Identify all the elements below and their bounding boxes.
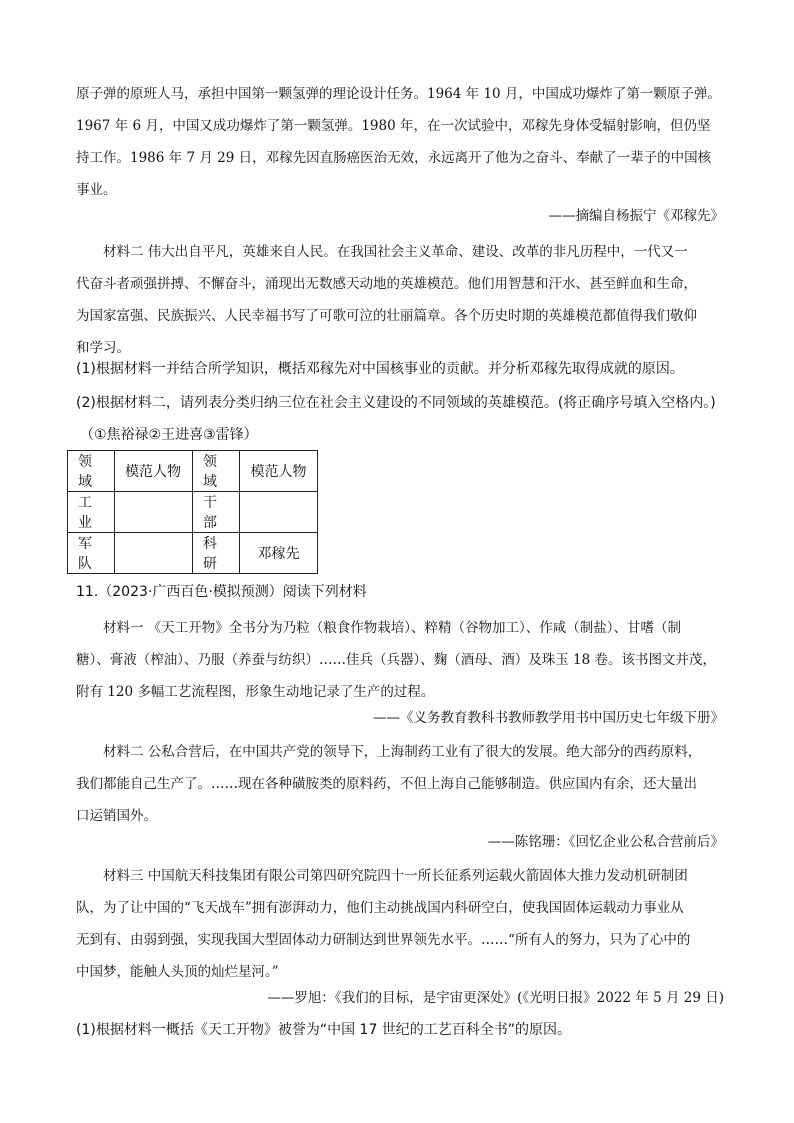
q11-material2-line-2: 我们都能自己生产了。……现在各种磺胺类的原料药，不但上海自己能够制造。供应国内有余，还大量出 xyxy=(76,776,697,792)
material1-line-3: 持工作。1986 年 7 月 29 日，邓稼先因直肠癌医治无效，永远离开了他为之奋斗、奉献了一辈子的中国核 xyxy=(76,150,712,166)
material2-line-3: 为国家富强、民族振兴、人民幸福书写了可歌可泣的壮丽篇章。各个历史时期的英雄模范都值得我们敬仰 xyxy=(76,308,697,324)
material1-line-1: 原子弹的原班人马，承担中国第一颗氢弹的理论设计任务。1964 年 10 月，中国成功爆炸了第一颗原子弹。 xyxy=(76,86,721,102)
q11-material3-line-2: 队，为了让中国的“飞天战车”拥有澎湃动力，他们主动挑战国内科研空白，使我国固体运载动力事业从 xyxy=(76,900,684,916)
q11-material2-line-3: 口运销国外。 xyxy=(76,808,157,824)
q11-material3-line-1: 材料三 中国航天科技集团有限公司第四研究院四十一所长征系列运载火箭固体大推力发动机研制团 xyxy=(103,868,688,884)
material2-line-2: 代奋斗者顽强拼搏、不懈奋斗，涌现出无数感天动地的英雄模范。他们用智慧和汗水、甚至鲜血和生命， xyxy=(76,276,697,292)
table-answer-cell[interactable] xyxy=(115,492,193,533)
table-header-cell: 领域 xyxy=(193,451,240,492)
material1-line-4: 事业。 xyxy=(76,182,117,198)
material1-source: ——摘编自杨振宁《邓稼先》 xyxy=(548,208,724,224)
q11-material2-line-1: 材料二 公私合营后，在中国共产党的领导下，上海制药工业有了很大的发展。绝大部分的西药原料， xyxy=(103,744,702,760)
table-header-cell: 模范人物 xyxy=(240,451,318,492)
q11-material1-line-2: 糖）、膏液（榨油）、乃服（养蚕与纺织）……佳兵（兵器）、麴（酒母、酒）及珠玉 18 卷。该书图文并茂， xyxy=(76,652,717,668)
table-cell: 科研 xyxy=(193,533,240,574)
q10-question-1: (1)根据材料一并结合所学知识，概括邓稼先对中国核事业的贡献。并分析邓稼先取得成就的原因。 xyxy=(76,361,684,377)
table-answer-cell[interactable] xyxy=(240,492,318,533)
q10-options: （①焦裕禄②王进喜③雷锋） xyxy=(80,427,258,443)
q11-material2-source: ——陈铭珊：《回忆企业公私合营前后》 xyxy=(487,834,724,850)
table-answer-cell[interactable] xyxy=(115,533,193,574)
q10-question-2: (2)根据材料二，请列表分类归纳三位在社会主义建设的不同领域的英雄模范。(将正确序号填入空格内。) xyxy=(76,395,716,411)
material2-line-4: 和学习。 xyxy=(76,340,130,356)
table-header-cell: 模范人物 xyxy=(115,451,193,492)
q11-heading: 11.（2023·广西百色·模拟预测）阅读下列材料 xyxy=(76,584,367,600)
table-header-cell: 领域 xyxy=(68,451,115,492)
table-cell: 军队 xyxy=(68,533,115,574)
q11-material3-source: ——罗旭：《我们的目标，是宇宙更深处》(《光明日报》2022 年 5 月 29 日) xyxy=(267,990,724,1006)
material1-line-2: 1967 年 6 月，中国又成功爆炸了第一颗氢弹。1980 年，在一次试验中，邓稼先身体受辐射影响，但仍坚 xyxy=(76,118,711,134)
table-cell: 干部 xyxy=(193,492,240,533)
table-cell: 工业 xyxy=(68,492,115,533)
q11-material1-line-3: 附有 120 多幅工艺流程图，形象生动地记录了生产的过程。 xyxy=(76,684,435,700)
table-row xyxy=(68,533,318,574)
material2-line-1: 材料二 伟大出自平凡，英雄来自人民。在我国社会主义革命、建设、改革的非凡历程中，一代又一 xyxy=(103,244,688,260)
q11-material3-line-3: 无到有、由弱到强，实现我国大型固体动力研制达到世界领先水平。……“所有人的努力，只为了心中的 xyxy=(76,932,691,948)
hero-classification-table xyxy=(67,450,318,574)
table-header-row xyxy=(68,451,318,492)
table-cell: 邓稼先 xyxy=(240,533,318,574)
q11-question-1: (1)根据材料一概括《天工开物》被誉为“中国 17 世纪的工艺百科全书”的原因。 xyxy=(76,1022,572,1038)
table-row xyxy=(68,492,318,533)
q11-material3-line-4: 中国梦，能触人头顶的灿烂星河。” xyxy=(76,964,279,980)
q11-material1-source: ——《义务教育教科书教师教学用书中国历史七年级下册》 xyxy=(373,710,724,726)
q11-material1-line-1: 材料一 《天工开物》全书分为乃粒（粮食作物栽培）、粹精（谷物加工）、作咸（制盐）、甘嗜（制 xyxy=(103,620,682,636)
